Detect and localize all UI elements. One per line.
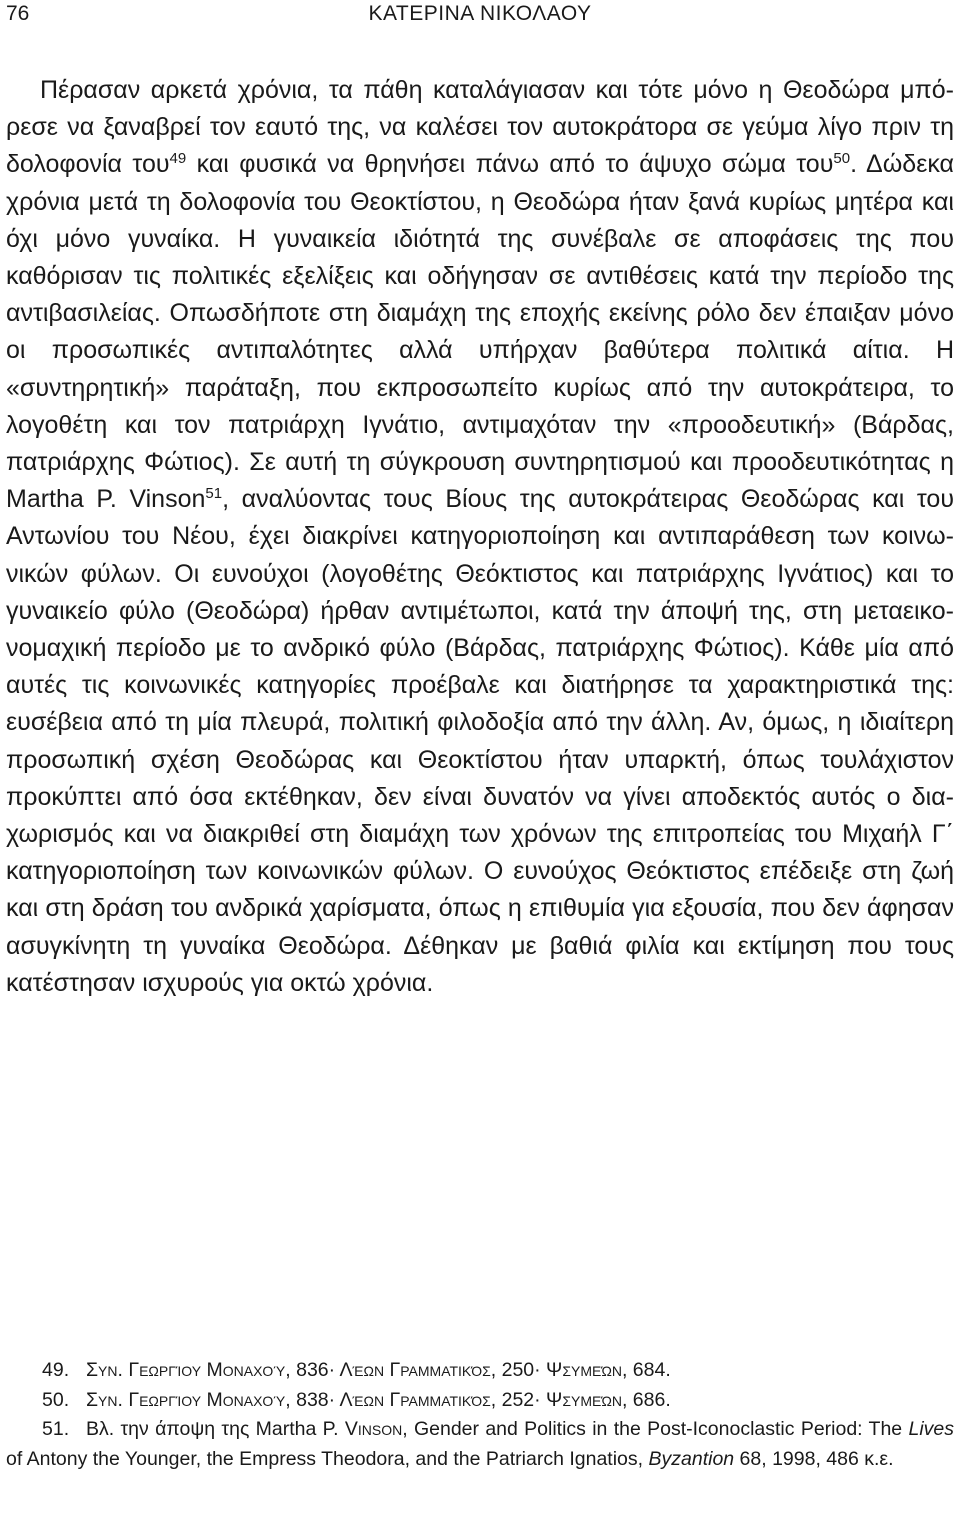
- main-paragraph: [6, 72, 954, 1002]
- paragraph-text-part-3: . Δώδεκα χρόνια μετά τη δολοφονία του Θεοκτίστου, η Θεοδώρα ήταν ξανά κυρίως μητέρα και όχι μόνο γυναίκα. Η γυναικεία ιδιότητά της συνέβαλε σε αποφάσεις της που καθόρισαν τις πολιτικές εξελίξεις και οδήγησαν σε αντιθέσεις κατά την περίοδο της αντιβασιλείας. Οπωσδήποτε στη διαμάχη της εποχής εκείνης ρόλο δεν έπαιξαν μόνο οι προσωπικές αντιπαλότητες αλλά υπήρχαν βαθύτερα πολιτικά αίτια. Η «συντηρητική» παράταξη, που εκπροσωπείτο κυρίως από την αυτοκράτειρα, το λογοθέτη και τον πατριάρχη Ιγνάτιο, αντιμαχόταν την «προοδευτική» (Βάρδας, πατριάρχης Φώτιος). Σε αυτή τη σύγκρουση συντηρητισμού και προοδευτικότητας η Martha P. Vinson: [6, 150, 954, 514]
- footnote-text: , Gender and Politics in the Post-Iconoclastic Period: The: [402, 1418, 909, 1440]
- footnote-50: [6, 1386, 954, 1416]
- footnote-number: 49.: [42, 1359, 70, 1381]
- footnote-text: Συν. Γεωργίου Μοναχού, 838· Λέων Γραμματικός, 252· Ψσυμεών, 686.: [86, 1388, 671, 1411]
- footnote-number: 50.: [42, 1388, 70, 1411]
- footnote-number-wrap: [6, 1415, 86, 1445]
- footnote-ref-50[interactable]: 50: [833, 150, 851, 168]
- footnote-text: Βλ. την άποψη της Martha P.: [86, 1418, 345, 1440]
- page-number: 76: [6, 2, 30, 25]
- footnote-text: of Antony the Younger, the Empress Theodora, and the Patriarch Ignatios,: [6, 1447, 649, 1470]
- footnote-title-italic: Lives: [908, 1418, 954, 1440]
- footnote-text: 68, 1998, 486 κ.ε.: [734, 1447, 894, 1470]
- footnote-ref-49[interactable]: 49: [169, 150, 187, 168]
- running-head: ΚΑΤΕΡΙΝΑ ΝΙΚΟΛΑΟΥ: [368, 2, 592, 25]
- footnote-51: [6, 1415, 954, 1474]
- footnote-ref-51[interactable]: 51: [205, 485, 223, 503]
- paragraph-text-part-4: , αναλύοντας τους Βίους της αυτοκράτειρας Θεοδώρας και του Αντωνίου του Νέου, έχει διακρίνει κατηγοριοποίηση και αντιπαράθεση των κοινωνικών φύλων. Οι ευνούχοι (λογοθέτης Θεόκτιστος και πατριάρχης Ιγνάτιος) και το γυναικείο φύλο (Θεοδώρα) ήρθαν αντιμέτωποι, κατά την άποψή της, στη μεταεικονομαχική περίοδο με το ανδρικό φύλο (Βάρδας, πατριάρχης Φώτιος). Κάθε μία από αυτές τις κοινωνικές κατηγορίες προέβαλε και διατήρησε τα χαρακτηριστικά της: ευσέβεια από τη μία πλευρά, πολιτική φιλοδοξία από την άλλη. Αν, όμως, η ιδιαίτερη προσωπική σχέση Θεοδώρας και Θεοκτίστου ήταν υπαρκτή, όπως τουλάχιστον προκύπτει από όσα εκτέθηκαν, δεν είναι δυνατόν να γίνει αποδεκτός αυτός ο διαχωρισμός και να διακριθεί στη διαμάχη των χρόνων της επιτροπείας του Μιχαήλ Γ΄ κατηγοριοποίηση των κοινωνικών φύλων. Ο ευνούχος Θεόκτιστος επέδειξε στη ζωή και στη δράση του ανδρικά χαρίσματα, όπως η επιθυμία για εξουσία, που δεν άφησαν ασυγκίνητη τη γυναίκα Θεοδώρα. Δέθηκαν με βαθιά φιλία και εκτίμηση που τους κατέστησαν ισχυρούς για οκτώ χρόνια.: [6, 485, 954, 997]
- footnotes: [6, 1356, 954, 1474]
- footnote-journal: Byzantion: [648, 1447, 735, 1470]
- paragraph-text-part-2: και φυσικά να θρηνήσει πάνω από το άψυχο σώμα του: [186, 150, 834, 179]
- footnote-text: Συν. Γεωργίου Μοναχού, 836· Λέων Γραμματικός, 250· Ψσυμεών, 684.: [86, 1359, 671, 1381]
- footnote-49: [6, 1356, 954, 1386]
- footnote-number: 51.: [42, 1418, 70, 1440]
- footnote-author: Vinson: [344, 1418, 403, 1440]
- paragraph-text-part-1: Πέρασαν αρκετά χρόνια, τα πάθη καταλάγιασαν και τότε μόνο η Θεοδώρα μπόρεσε να ξαναβρεί τον εαυτό της, να καλέσει τον αυτοκράτορα σε γεύμα λίγο πριν τη δολοφονία του: [6, 76, 954, 179]
